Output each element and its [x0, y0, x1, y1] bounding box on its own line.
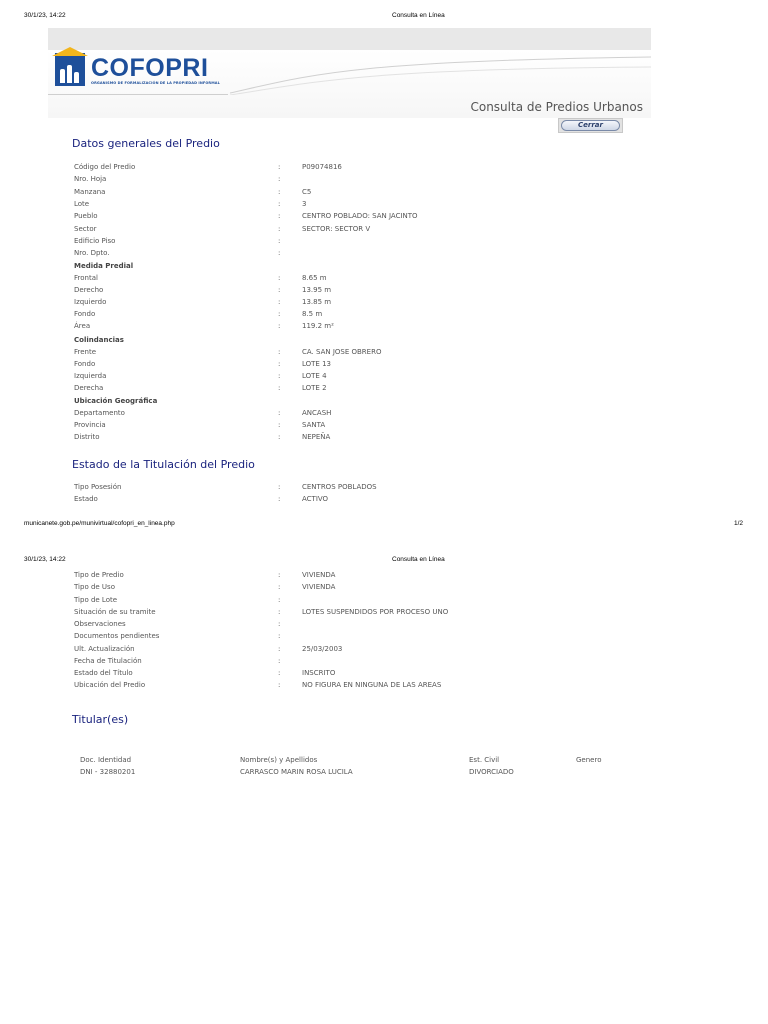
- field-row: [74, 372, 574, 384]
- field-row: [74, 620, 574, 632]
- field-separator: :: [278, 298, 281, 307]
- table-header-doc: Doc. Identidad: [80, 756, 132, 764]
- subheading-medida-predial: Medida Predial: [74, 262, 134, 270]
- field-value: 13.95 m: [302, 286, 332, 295]
- field-row: [74, 669, 574, 681]
- header-swoosh: [230, 55, 651, 95]
- field-separator: :: [278, 249, 281, 258]
- field-label: Provincia: [74, 421, 106, 430]
- logo-wordmark: COFOPRI: [91, 53, 209, 82]
- field-label: Fecha de Titulación: [74, 656, 142, 665]
- field-separator: :: [278, 595, 281, 604]
- field-label: Departamento: [74, 409, 125, 417]
- field-separator: :: [278, 483, 281, 491]
- field-label: Manzana: [74, 187, 106, 196]
- field-separator: :: [278, 495, 281, 504]
- field-value: SECTOR: SECTOR V: [302, 224, 371, 233]
- field-separator: :: [278, 409, 281, 417]
- field-separator: :: [278, 607, 281, 616]
- field-row: [74, 645, 574, 657]
- field-row: [74, 348, 574, 360]
- field-row: [74, 409, 574, 421]
- subheading-colindancias: Colindancias: [74, 336, 124, 344]
- field-value: LOTE 4: [302, 372, 327, 381]
- field-row: [74, 298, 574, 310]
- field-value: 8.5 m: [302, 310, 323, 319]
- field-label: Estado: [74, 495, 98, 504]
- field-value: 119.2 m²: [302, 322, 334, 331]
- field-value: 3: [302, 200, 307, 209]
- field-row: [74, 421, 574, 433]
- table-cell-nombre: CARRASCO MARIN ROSA LUCILA: [240, 768, 353, 776]
- field-value: VIVIENDA: [302, 571, 336, 579]
- field-value: 13.85 m: [302, 298, 332, 307]
- field-value: ANCASH: [302, 409, 332, 417]
- field-label: Documentos pendientes: [74, 632, 160, 641]
- header-top-band: [48, 28, 651, 50]
- field-label: Observaciones: [74, 620, 126, 628]
- field-label: Derecho: [74, 286, 104, 295]
- print-page-title-page2: Consulta en Línea: [392, 556, 445, 563]
- field-row: [74, 200, 574, 212]
- field-label: Frente: [74, 348, 97, 356]
- field-row: [74, 583, 574, 595]
- field-label: Nro. Dpto.: [74, 249, 110, 258]
- field-value: VIVIENDA: [302, 583, 336, 592]
- page-heading: Consulta de Predios Urbanos: [470, 100, 643, 114]
- field-value: ACTIVO: [302, 495, 329, 504]
- field-separator: :: [278, 212, 281, 221]
- field-value: 8.65 m: [302, 274, 327, 282]
- house-family-icon: [55, 53, 85, 86]
- field-separator: :: [278, 360, 281, 369]
- field-separator: :: [278, 421, 281, 430]
- field-row: [74, 163, 574, 175]
- field-row: [74, 384, 574, 396]
- field-row: [74, 657, 574, 669]
- field-row: [74, 433, 574, 445]
- field-row: [74, 274, 574, 286]
- field-value: CA. SAN JOSE OBRERO: [302, 348, 382, 356]
- field-separator: :: [278, 274, 281, 282]
- field-label: Nro. Hoja: [74, 175, 107, 184]
- field-label: Área: [74, 322, 91, 331]
- field-row: [74, 360, 574, 372]
- header-rule: [48, 94, 228, 95]
- field-row: [74, 608, 574, 620]
- field-row: [74, 188, 574, 200]
- table-cell-doc: DNI - 32880201: [80, 768, 136, 776]
- close-button-label: Cerrar: [561, 120, 620, 131]
- field-label: Fondo: [74, 360, 96, 369]
- field-label: Lote: [74, 200, 90, 209]
- field-separator: :: [278, 286, 281, 295]
- table-cell-estcivil: DIVORCIADO: [469, 768, 514, 776]
- field-label: Tipo de Uso: [74, 583, 115, 592]
- field-row: [74, 175, 574, 187]
- field-label: Fondo: [74, 310, 96, 319]
- field-separator: :: [278, 433, 281, 442]
- field-row: [74, 225, 574, 237]
- field-row: [74, 310, 574, 322]
- table-header-nombre: Nombre(s) y Apellidos: [240, 756, 318, 764]
- field-separator: :: [278, 644, 281, 653]
- field-row: [74, 212, 574, 224]
- field-label: Código del Predio: [74, 163, 136, 171]
- field-label: Ult. Actualización: [74, 644, 135, 653]
- field-label: Distrito: [74, 433, 100, 442]
- field-row: [74, 483, 574, 495]
- field-value: NEPEÑA: [302, 433, 331, 442]
- field-row: [74, 571, 574, 583]
- field-label: Pueblo: [74, 212, 98, 221]
- table-header-estcivil: Est. Civil: [469, 756, 500, 764]
- field-separator: :: [278, 384, 281, 393]
- field-label: Tipo Posesión: [74, 483, 122, 491]
- section-title-titulares: Titular(es): [72, 713, 129, 726]
- field-separator: :: [278, 237, 281, 246]
- field-label: Ubicación del Predio: [74, 681, 146, 690]
- field-row: [74, 632, 574, 644]
- field-label: Tipo de Predio: [74, 571, 124, 579]
- print-datetime: 30/1/23, 14:22: [24, 12, 66, 19]
- field-value: LOTES SUSPENDIDOS POR PROCESO UNO: [302, 607, 449, 616]
- print-url: municanete.gob.pe/munivirtual/cofopri_en_linea.php: [24, 520, 175, 527]
- field-separator: :: [278, 632, 281, 641]
- field-label: Estado del Título: [74, 669, 133, 677]
- field-value: CENTRO POBLADO: SAN JACINTO: [302, 212, 418, 221]
- field-label: Izquierda: [74, 372, 107, 381]
- field-row: [74, 681, 574, 693]
- field-separator: :: [278, 571, 281, 579]
- cofopri-logo: [55, 53, 220, 86]
- field-label: Edificio Piso: [74, 237, 116, 246]
- field-label: Frontal: [74, 274, 98, 282]
- field-row: [74, 237, 574, 249]
- field-separator: :: [278, 372, 281, 381]
- field-value: C5: [302, 187, 312, 196]
- field-separator: :: [278, 583, 281, 592]
- field-separator: :: [278, 669, 281, 677]
- field-label: Situación de su tramite: [74, 607, 156, 616]
- field-separator: :: [278, 322, 281, 331]
- field-value: LOTE 2: [302, 384, 327, 393]
- field-row: [74, 249, 574, 261]
- field-value: SANTA: [302, 421, 326, 430]
- section-title-estado-titulacion: Estado de la Titulación del Predio: [72, 458, 255, 471]
- field-value: CENTROS POBLADOS: [302, 483, 377, 491]
- subheading-ubicacion: Ubicación Geográfica: [74, 397, 158, 405]
- field-row: [74, 322, 574, 334]
- logo-subtitle: ORGANISMO DE FORMALIZACIÓN DE LA PROPIEDAD INFORMAL: [91, 80, 220, 85]
- table-header-genero: Genero: [576, 756, 602, 764]
- field-row: [74, 495, 574, 507]
- field-separator: :: [278, 620, 281, 628]
- field-separator: :: [278, 175, 281, 184]
- field-label: Sector: [74, 224, 97, 233]
- field-value: 25/03/2003: [302, 644, 343, 653]
- field-row: [74, 286, 574, 298]
- field-separator: :: [278, 656, 281, 665]
- field-label: Derecha: [74, 384, 104, 393]
- field-separator: :: [278, 681, 281, 690]
- section-title-datos-generales: Datos generales del Predio: [72, 137, 220, 150]
- field-value: LOTE 13: [302, 360, 331, 369]
- field-label: Tipo de Lote: [74, 595, 118, 604]
- field-value: NO FIGURA EN NINGUNA DE LAS AREAS: [302, 681, 442, 690]
- field-separator: :: [278, 200, 281, 209]
- field-separator: :: [278, 224, 281, 233]
- field-label: Izquierdo: [74, 298, 107, 307]
- field-value: INSCRITO: [302, 669, 336, 677]
- field-row: [74, 596, 574, 608]
- field-separator: :: [278, 163, 281, 171]
- field-separator: :: [278, 348, 281, 356]
- print-page-number: 1/2: [734, 520, 744, 527]
- field-separator: :: [278, 310, 281, 319]
- field-value: P09074816: [302, 163, 342, 171]
- print-datetime-page2: 30/1/23, 14:22: [24, 556, 66, 563]
- close-button[interactable]: [558, 118, 623, 133]
- field-separator: :: [278, 187, 281, 196]
- print-page-title: Consulta en Línea: [392, 12, 445, 19]
